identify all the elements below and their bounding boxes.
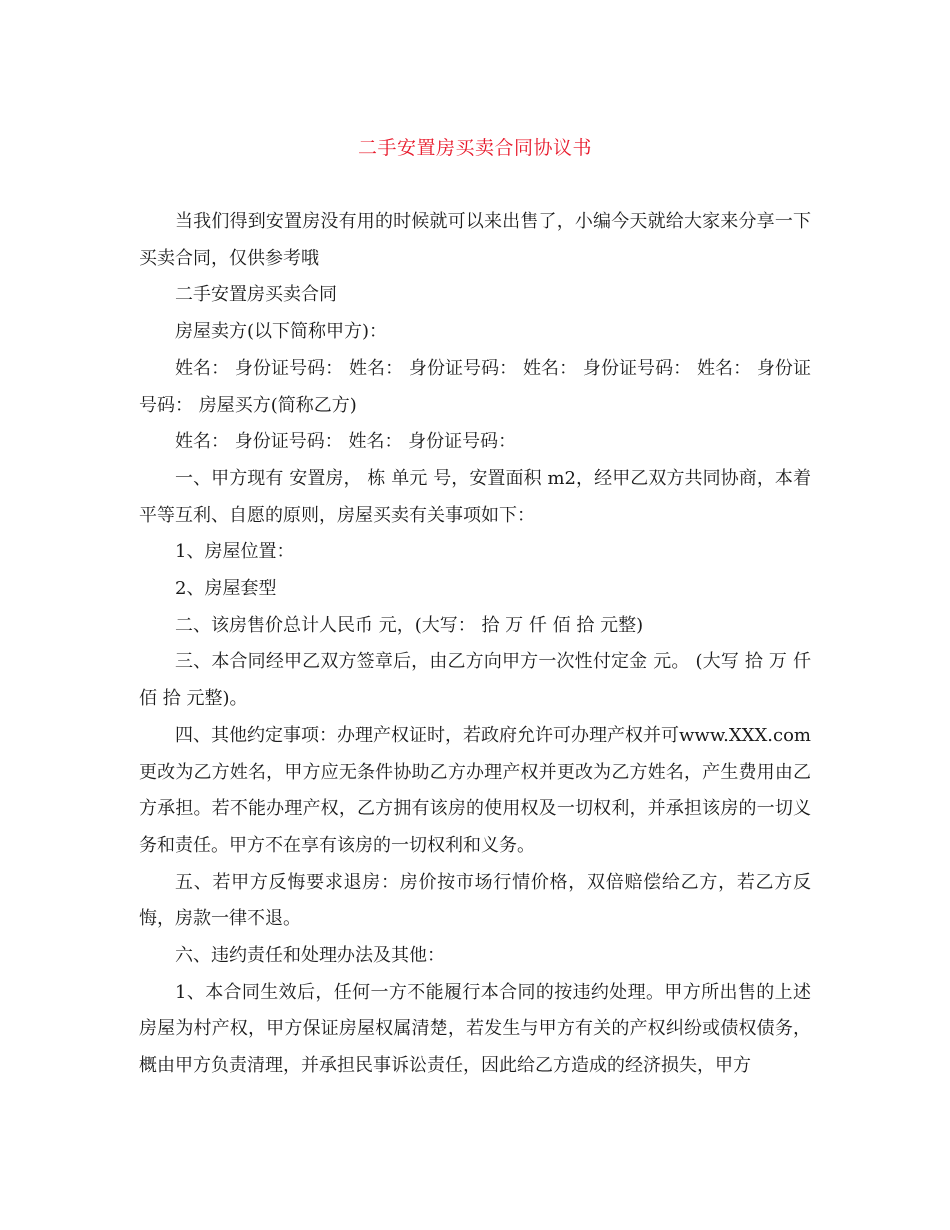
paragraph-clause-6-item-1: 1、本合同生效后，任何一方不能履行本合同的按违约处理。甲方所出售的上述房屋为村产权，甲方保证房屋权属清楚，若发生与甲方有关的产权纠纷或债权债务，概由甲方负责清理，并承担民事诉讼责任，因此给乙方造成的经济损失，甲方 xyxy=(139,981,811,1077)
paragraph-intro: 当我们得到安置房没有用的时候就可以来出售了，小编今天就给大家来分享一下买卖合同，仅供参考哦 xyxy=(139,211,811,269)
paragraph-seller-fields: 姓名： 身份证号码： 姓名： 身份证号码： 姓名： 身份证号码： 姓名： 身份证号码： 房屋买方(简称乙方) xyxy=(139,357,811,416)
paragraph-seller-label: 房屋卖方(以下简称甲方)： xyxy=(175,321,388,343)
paragraph-clause-5: 五、若甲方反悔要求退房：房价按市场行情价格，双倍赔偿给乙方，若乙方反悔，房款一律不退。 xyxy=(139,871,811,930)
paragraph-house-location: 1、房屋位置： xyxy=(175,541,295,563)
paragraph-buyer-fields: 姓名： 身份证号码： 姓名： 身份证号码： xyxy=(175,431,517,453)
paragraph-clause-1: 一、甲方现有 安置房， 栋 单元 号，安置面积 m2，经甲乙双方共同协商，本着平等互利、自愿的原则，房屋买卖有关事项如下： xyxy=(139,467,811,526)
paragraph-house-type: 2、房屋套型 xyxy=(175,578,277,600)
paragraph-contract-heading: 二手安置房买卖合同 xyxy=(175,284,337,306)
paragraph-clause-2: 二、该房售价总计人民币 元，(大写： 拾 万 仟 佰 拾 元整) xyxy=(175,614,644,636)
paragraph-clause-3: 三、本合同经甲乙双方签章后，由乙方向甲方一次性付定金 元。 (大写 拾 万 仟 佰 拾 元整)。 xyxy=(139,651,811,710)
document-title: 二手安置房买卖合同协议书 xyxy=(357,137,592,159)
paragraph-clause-6: 六、违约责任和处理办法及其他： xyxy=(175,945,445,967)
paragraph-clause-4: 四、其他约定事项：办理产权证时，若政府允许可办理产权并可www.XXX.com更改为乙方姓名，甲方应无条件协助乙方办理产权并更改为乙方姓名，产生费用由乙方承担。若不能办理产权，乙方拥有该房的使用权及一切权利，并承担该房的一切义务和责任。甲方不在享有该房的一切权利和义务。 xyxy=(139,724,811,856)
document-body xyxy=(139,204,811,1085)
